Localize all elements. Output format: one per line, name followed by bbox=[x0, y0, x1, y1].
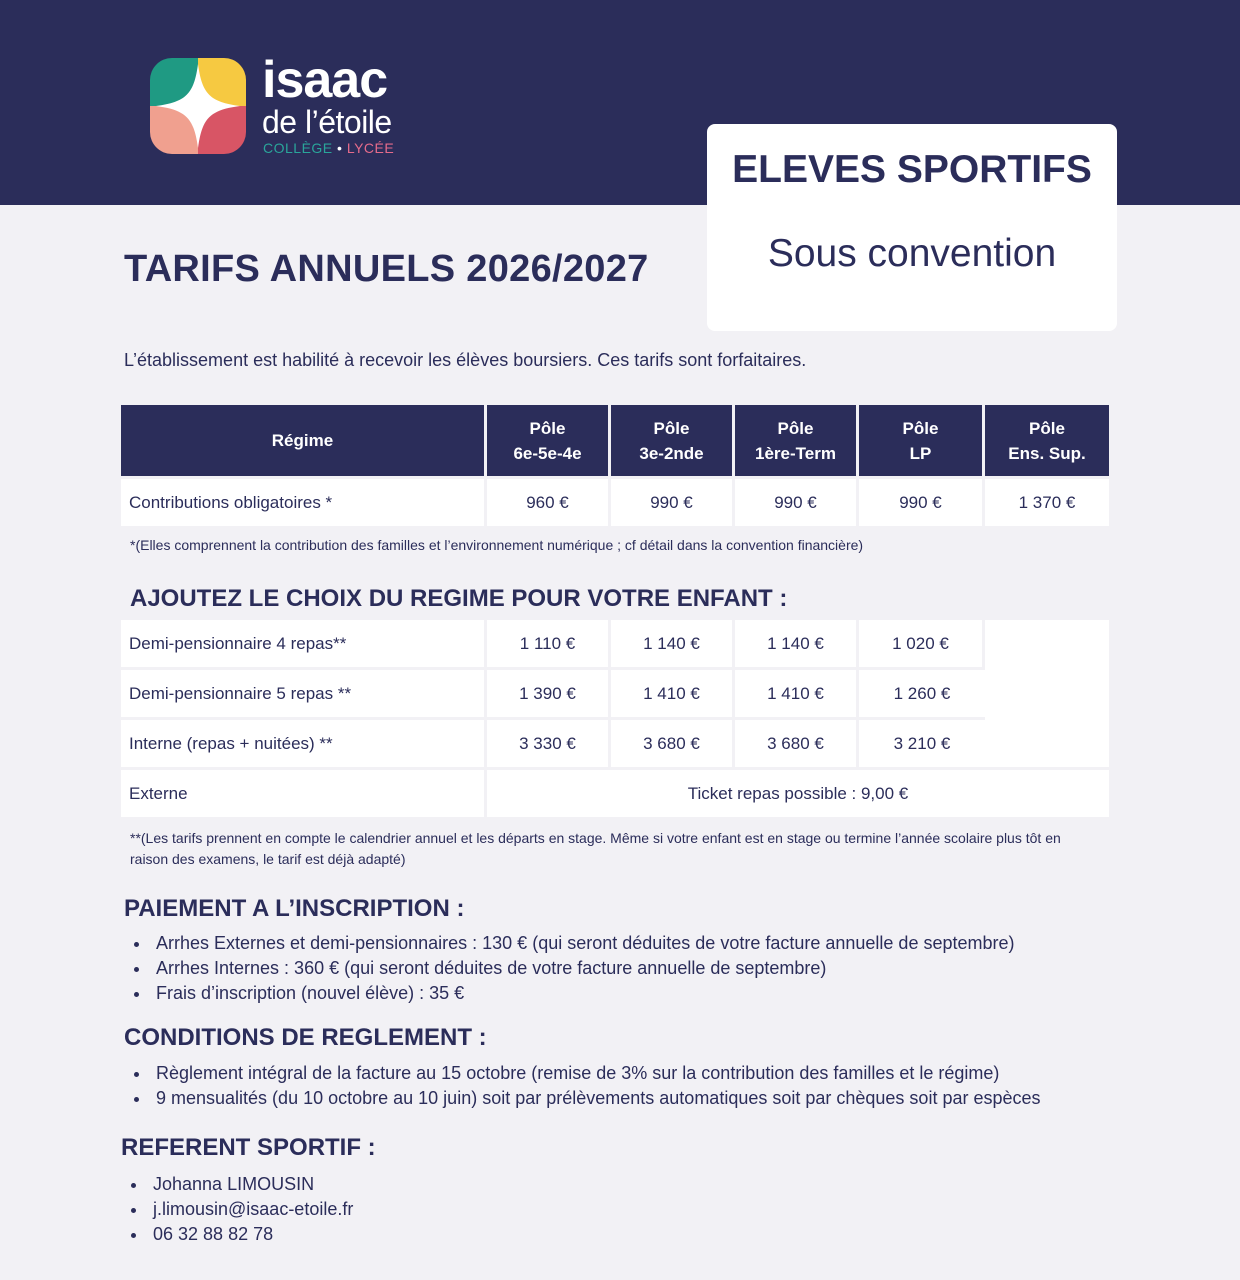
table-row bbox=[121, 770, 1109, 820]
header-line1: Pôle bbox=[653, 418, 690, 438]
row-label: Demi-pensionnaire 5 repas ** bbox=[121, 670, 487, 720]
tarifs-table bbox=[121, 405, 1109, 529]
list-item: Arrhes Internes : 360 € (qui seront déduites de votre facture annuelle de septembre) bbox=[124, 956, 1015, 981]
price-cell: 960 € bbox=[487, 479, 611, 529]
page-title: TARIFS ANNUELS 2026/2027 bbox=[124, 248, 649, 290]
star-logo-icon bbox=[150, 58, 246, 154]
price-cell: 1 110 € bbox=[487, 620, 611, 670]
price-cell: 1 140 € bbox=[611, 620, 735, 670]
list-item: 9 mensualités (du 10 octobre au 10 juin) soit par prélèvements automatiques soit par chèques soit par espèces bbox=[124, 1086, 1041, 1111]
referent-phone[interactable]: 06 32 88 82 78 bbox=[121, 1222, 353, 1247]
header-line2: 6e-5e-4e bbox=[513, 443, 582, 463]
price-cell: 1 260 € bbox=[859, 670, 985, 720]
audience-badge bbox=[707, 124, 1117, 331]
header-line2: 3e-2nde bbox=[639, 443, 704, 463]
header-line1: Pôle bbox=[529, 418, 566, 438]
price-cell: 1 410 € bbox=[735, 670, 859, 720]
row-label: Interne (repas + nuitées) ** bbox=[121, 720, 487, 770]
price-cell: 3 330 € bbox=[487, 720, 611, 770]
row-label: Demi-pensionnaire 4 repas** bbox=[121, 620, 487, 670]
badge-subtitle: Sous convention bbox=[767, 232, 1057, 275]
price-cell: 1 370 € bbox=[985, 479, 1109, 529]
price-cell: 1 390 € bbox=[487, 670, 611, 720]
referent-title: REFERENT SPORTIF : bbox=[121, 1134, 376, 1161]
list-item: Frais d’inscription (nouvel élève) : 35 € bbox=[124, 981, 1015, 1006]
price-cell: 990 € bbox=[859, 479, 985, 529]
header-pole-1ere bbox=[735, 405, 859, 479]
header-line1: Pôle bbox=[777, 418, 814, 438]
footnote-contributions: *(Elles comprennent la contribution des familles et l’environnement numérique ; cf détail dans la convention financière) bbox=[130, 537, 864, 553]
logo-subname: de l’étoile bbox=[262, 104, 392, 140]
header-line2: Ens. Sup. bbox=[1008, 443, 1086, 463]
header-line1: Pôle bbox=[1029, 418, 1065, 438]
price-cell: 3 210 € bbox=[859, 720, 985, 770]
referent-name: Johanna LIMOUSIN bbox=[121, 1172, 353, 1197]
referent-email[interactable]: j.limousin@isaac-etoile.fr bbox=[121, 1197, 353, 1222]
list-item: Règlement intégral de la facture au 15 octobre (remise de 3% sur la contribution des familles et le régime) bbox=[124, 1061, 1041, 1086]
header-pole-6e bbox=[487, 405, 611, 479]
price-cell: 1 140 € bbox=[735, 620, 859, 670]
header-pole-ens-sup bbox=[985, 405, 1109, 479]
logo-tagline bbox=[263, 140, 394, 156]
externe-note: Ticket repas possible : 9,00 € bbox=[487, 770, 1109, 820]
badge-title: ELEVES SPORTIFS bbox=[732, 148, 1092, 191]
price-cell: 3 680 € bbox=[611, 720, 735, 770]
header-line2: 1ère-Term bbox=[755, 443, 836, 463]
header-pole-lp bbox=[859, 405, 985, 479]
intro-text: L’établissement est habilité à recevoir les élèves boursiers. Ces tarifs sont forfaitaires. bbox=[124, 350, 807, 370]
regime-table bbox=[121, 620, 1109, 820]
school-logo bbox=[150, 51, 450, 158]
empty-cell bbox=[985, 620, 1109, 770]
table-row bbox=[121, 479, 1109, 529]
price-cell: 990 € bbox=[735, 479, 859, 529]
footnote-regime: **(Les tarifs prennent en compte le calendrier annuel et les départs en stage. Même si votre enfant est en stage ou termine l’année scolaire plus tôt en raison des examens, le tarif est déjà adapté) bbox=[130, 830, 1061, 867]
price-cell: 3 680 € bbox=[735, 720, 859, 770]
row-label: Contributions obligatoires * bbox=[121, 479, 487, 529]
header-line1: Pôle bbox=[902, 418, 939, 438]
logo-name: isaac bbox=[262, 51, 388, 109]
conditions-title: CONDITIONS DE REGLEMENT : bbox=[124, 1024, 487, 1051]
price-cell: 990 € bbox=[611, 479, 735, 529]
logo-dot: • bbox=[337, 140, 343, 156]
header-pole-3e bbox=[611, 405, 735, 479]
header-line2: LP bbox=[909, 443, 932, 463]
paiement-title: PAIEMENT A L’INSCRIPTION : bbox=[124, 895, 465, 922]
table-row bbox=[121, 620, 1109, 670]
header-regime bbox=[121, 405, 487, 479]
logo-lycee: LYCÉE bbox=[346, 140, 395, 156]
paiement-list bbox=[124, 931, 1015, 1006]
price-cell: 1 410 € bbox=[611, 670, 735, 720]
table-row bbox=[121, 720, 1109, 770]
table-row bbox=[121, 670, 1109, 720]
logo-college: COLLÈGE bbox=[263, 140, 333, 156]
conditions-list bbox=[124, 1061, 1041, 1111]
price-cell: 1 020 € bbox=[859, 620, 985, 670]
row-label: Externe bbox=[121, 770, 487, 820]
header-regime-label: Régime bbox=[271, 431, 334, 450]
list-item: Arrhes Externes et demi-pensionnaires : 130 € (qui seront déduites de votre facture annuelle de septembre) bbox=[124, 931, 1015, 956]
table-header-row bbox=[121, 405, 1109, 479]
regime-section-title: AJOUTEZ LE CHOIX DU REGIME POUR VOTRE ENFANT : bbox=[130, 585, 788, 612]
referent-list bbox=[121, 1172, 353, 1247]
